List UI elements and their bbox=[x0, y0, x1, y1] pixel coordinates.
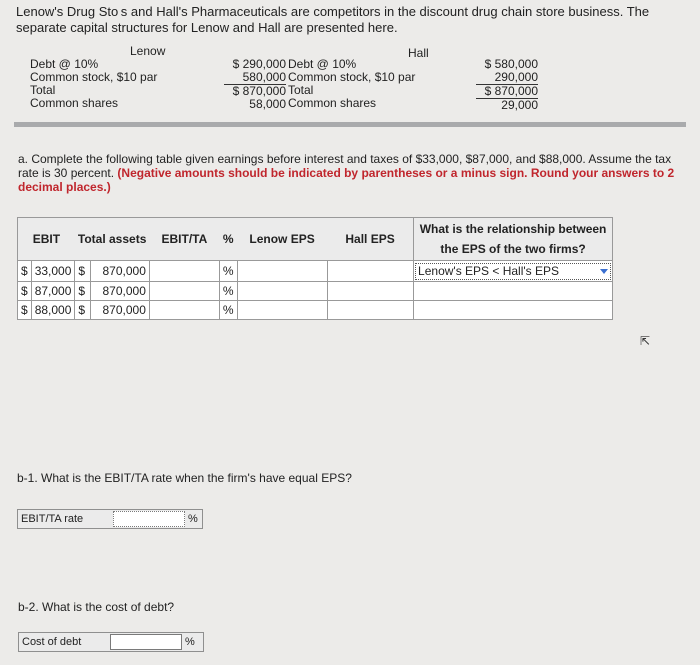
hall-eps-input[interactable] bbox=[327, 282, 414, 301]
relationship-cell bbox=[414, 261, 613, 282]
header-ebit: EBIT bbox=[18, 218, 75, 261]
table-row bbox=[18, 282, 613, 301]
hall-label: Debt @ 10% bbox=[288, 57, 357, 71]
eps-table bbox=[17, 217, 613, 320]
hall-label: Common shares bbox=[288, 96, 377, 110]
ebit-ta-input[interactable] bbox=[149, 301, 219, 320]
b2-answer-row bbox=[18, 632, 204, 652]
section-divider bbox=[14, 122, 686, 127]
lenow-value: 58,000 bbox=[249, 97, 286, 111]
hall-value: 29,000 bbox=[501, 98, 538, 112]
hall-labels bbox=[288, 58, 415, 110]
header-ebit-ta: EBIT/TA bbox=[149, 218, 219, 261]
hall-value: $ 580,000 bbox=[484, 57, 538, 71]
header-relationship: What is the relationship between the EPS of the two firms? bbox=[414, 218, 613, 261]
pct-symbol: % bbox=[219, 282, 237, 301]
hall-values bbox=[476, 58, 538, 112]
relationship-dropdown[interactable] bbox=[414, 282, 613, 301]
chevron-down-icon[interactable] bbox=[600, 269, 608, 274]
intro-text: Lenow's Drug Sto s and Hall's Pharmaceuticals are competitors in the discount drug chain store business. The separate capital structures for Lenow and Hall are presented here. bbox=[16, 4, 650, 35]
part-b1 bbox=[17, 471, 352, 529]
lenow-eps-input[interactable] bbox=[237, 261, 327, 282]
relationship-dropdown[interactable] bbox=[415, 263, 611, 280]
hall-eps-input[interactable] bbox=[327, 261, 414, 282]
ebit-value: 88,000 bbox=[31, 301, 75, 320]
currency-symbol: $ bbox=[75, 261, 91, 282]
hall-value: $ 870,000 bbox=[476, 85, 538, 99]
header-pct: % bbox=[219, 218, 237, 261]
pct-symbol: % bbox=[219, 301, 237, 320]
hall-eps-input[interactable] bbox=[327, 301, 414, 320]
header-total-assets: Total assets bbox=[75, 218, 149, 261]
total-assets-value: 870,000 bbox=[91, 301, 150, 320]
header-lenow-eps: Lenow EPS bbox=[237, 218, 327, 261]
relationship-dropdown[interactable] bbox=[414, 301, 613, 320]
ebit-value: 33,000 bbox=[31, 261, 75, 282]
lenow-header: Lenow bbox=[130, 44, 166, 58]
currency-symbol: $ bbox=[18, 282, 32, 301]
part-a-instruction: (Negative amounts should be indicated by parentheses or a minus sign. Round your answers to 2 decimal places.) bbox=[18, 166, 675, 194]
lenow-values bbox=[224, 58, 286, 111]
hall-label: Common stock, $10 par bbox=[288, 70, 416, 84]
relationship-selected: Lenow's EPS < Hall's EPS bbox=[418, 264, 560, 278]
ebit-ta-input[interactable] bbox=[149, 282, 219, 301]
table-row bbox=[18, 261, 613, 282]
lenow-eps-input[interactable] bbox=[237, 301, 327, 320]
lenow-label: Common shares bbox=[30, 96, 119, 110]
currency-symbol: $ bbox=[75, 282, 91, 301]
hall-label: Total bbox=[288, 83, 314, 97]
b1-question: b-1. What is the EBIT/TA rate when the firm's have equal EPS? bbox=[17, 471, 352, 485]
part-a-text: a. Complete the following table given earnings before interest and taxes of $33,000, $87,000, and $88,000. Assume the tax rate is 30 percent. bbox=[18, 152, 672, 180]
b2-label: Cost of debt bbox=[22, 636, 82, 648]
total-assets-value: 870,000 bbox=[91, 261, 150, 282]
part-b2 bbox=[18, 600, 204, 652]
header-hall-eps: Hall EPS bbox=[327, 218, 414, 261]
currency-symbol: $ bbox=[18, 301, 32, 320]
hall-header: Hall bbox=[408, 46, 429, 60]
lenow-value: $ 870,000 bbox=[232, 84, 286, 98]
b2-question: b-2. What is the cost of debt? bbox=[18, 600, 175, 614]
total-assets-value: 870,000 bbox=[91, 282, 150, 301]
mouse-cursor-icon: ⇱ bbox=[640, 334, 651, 348]
ebit-ta-rate-input[interactable] bbox=[113, 511, 185, 527]
b1-label: EBIT/TA rate bbox=[21, 513, 84, 525]
currency-symbol: $ bbox=[75, 301, 91, 320]
b2-unit: % bbox=[185, 636, 195, 648]
table-row bbox=[18, 301, 613, 320]
lenow-value: 580,000 bbox=[224, 71, 286, 85]
lenow-value: $ 290,000 bbox=[232, 57, 286, 71]
pct-symbol: % bbox=[219, 261, 237, 282]
ebit-value: 87,000 bbox=[31, 282, 75, 301]
hall-value: 290,000 bbox=[476, 71, 538, 85]
ebit-ta-input[interactable] bbox=[149, 261, 219, 282]
lenow-label: Debt @ 10% bbox=[30, 57, 99, 71]
lenow-label: Common stock, $10 par bbox=[30, 70, 158, 84]
currency-symbol: $ bbox=[18, 261, 32, 282]
cost-of-debt-input[interactable] bbox=[110, 634, 182, 650]
lenow-eps-input[interactable] bbox=[237, 282, 327, 301]
part-a-question bbox=[18, 152, 688, 194]
capital-structure-panel bbox=[16, 44, 556, 118]
b1-answer-row bbox=[17, 509, 203, 529]
lenow-labels bbox=[30, 58, 157, 110]
b1-unit: % bbox=[188, 513, 198, 525]
lenow-label: Total bbox=[30, 83, 56, 97]
table-header-row bbox=[18, 218, 613, 261]
